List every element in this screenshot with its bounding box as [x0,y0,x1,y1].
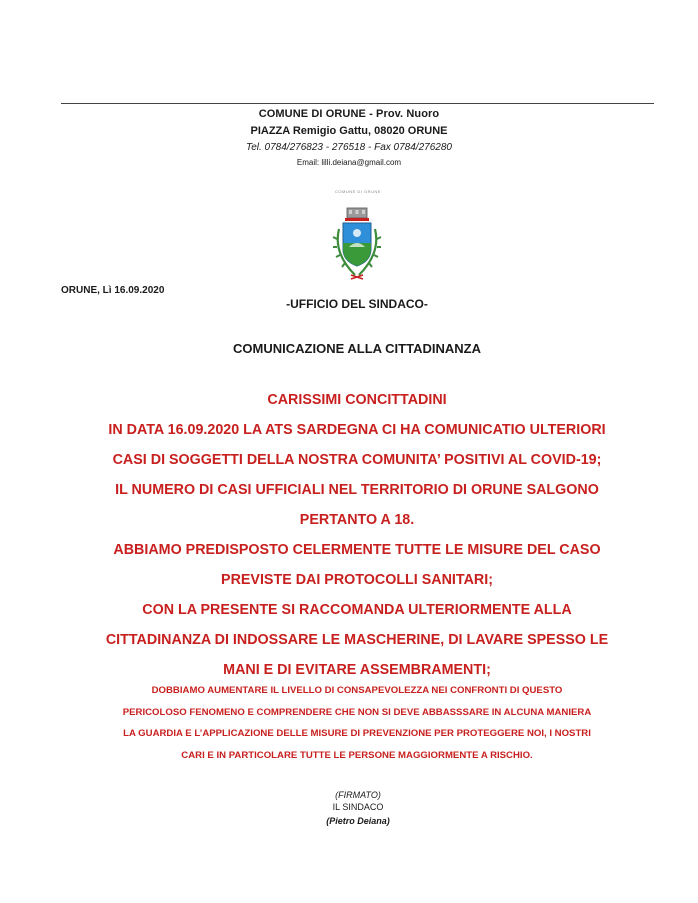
subject-title: COMUNICAZIONE ALLA CITTADINANZA [233,341,481,356]
municipality-name: COMUNE DI ORUNE - Prov. Nuoro [258,108,440,120]
closing-line: DOBBIAMO AUMENTARE IL LIVELLO DI CONSAPEVOLEZZA NEI CONFRONTI DI QUESTO [151,685,563,696]
municipal-crest-icon [329,205,385,285]
message-line: PREVISTE DAI PROTOCOLLI SANITARI; [221,572,493,588]
closing-line: PERICOLOSO FENOMENO E COMPRENDERE CHE NON SI DEVE ABBASSSARE IN ALCUNA MANIERA [122,706,592,718]
signer-name: (Pietro Deiana) [326,816,390,826]
office-title: -UFFICIO DEL SINDACO- [286,297,428,311]
message-line: ABBIAMO PREDISPOSTO CELERMENTE TUTTE LE MISURE DEL CASO [113,542,601,558]
message-line: IL NUMERO DI CASI UFFICIALI NEL TERRITORIO DI ORUNE SALGONO [115,482,599,498]
closing-paragraph [50,680,664,766]
signed-note: (FIRMATO) [335,790,381,800]
closing-line: LA GUARDIA E L’APPLICAZIONE DELLE MISURE DI PREVENZIONE PER PROTEGGERE NOI, I NOSTRI [123,728,591,739]
message-line: CITTADINANZA DI INDOSSARE LE MASCHERINE, DI LAVARE SPESSO LE [105,632,609,648]
message-line: CASI DI SOGGETTI DELLA NOSTRA COMUNITA’ POSITIVI AL COVID-19; [112,452,602,468]
message-line: IN DATA 16.09.2020 LA ATS SARDEGNA CI HA COMUNICATIO ULTERIORI [108,422,606,438]
closing-line: CARI E IN PARTICOLARE TUTTE LE PERSONE MAGGIORMENTE A RISCHIO. [181,749,533,761]
email-line: Email: lilli.deiana@gmail.com [296,158,402,167]
municipality-address: PIAZZA Remigio Gattu, 08020 ORUNE [250,125,448,137]
phone-fax: Tel. 0784/276823 - 276518 - Fax 0784/276280 [246,142,452,153]
header-divider [61,103,654,104]
crest-caption: COMUNE DI ORUNE [335,189,381,194]
message-line: CON LA PRESENTE SI RACCOMANDA ULTERIORMENTE ALLA [142,602,572,618]
message-line: CARISSIMI CONCITTADINI [267,392,447,408]
message-line: MANI E DI EVITARE ASSEMBRAMENTI; [223,662,491,678]
message-body [40,385,674,685]
signer-title: IL SINDACO [332,802,384,812]
date-line: ORUNE, Lì 16.09.2020 [61,285,165,296]
message-line: PERTANTO A 18. [299,512,415,528]
